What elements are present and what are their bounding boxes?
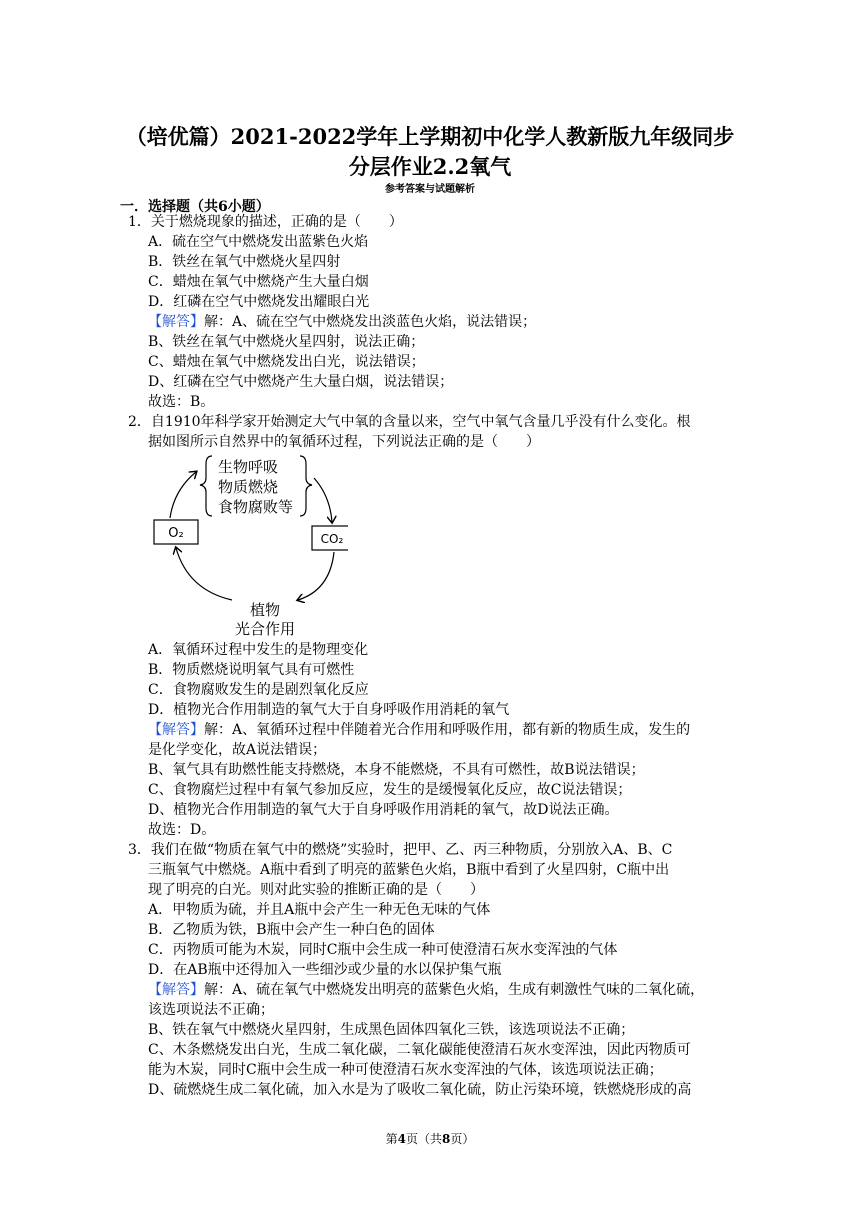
- q2-solution-c: C、食物腐烂过程中有氧气参加反应，发生的是缓慢氧化反应，故C说法错误；: [148, 782, 632, 798]
- q1-stem: 1．关于燃烧现象的描述，正确的是（ ）: [128, 214, 403, 230]
- arrow-co2-to-plant: [298, 552, 334, 600]
- document-subtitle: 参考答案与试题解析: [385, 184, 475, 195]
- q3-solution-line: [148, 981, 704, 1000]
- photosynthesis-label: 光合作用: [234, 620, 296, 638]
- q2-answer-tag: 【解答】: [148, 722, 204, 738]
- q3-stem-line-2: 三瓶氧气中燃烧。A瓶中看到了明亮的蓝紫色火焰，B瓶中看到了火星四射，C瓶中出: [148, 862, 670, 878]
- q3-solution-first: 解：A、硫在氧气中燃烧发出明亮的蓝紫色火焰，生成有刺激性气味的二氧化硫，: [204, 982, 705, 998]
- q1-solution-line: [148, 313, 536, 332]
- footer-middle: 页（共: [405, 1132, 442, 1146]
- q2-solution-first: 解：A、氧循环过程中伴随着光合作用和呼吸作用，都有新的物质生成，发生的: [204, 722, 691, 738]
- q1-solution-b: B、铁丝在氧气中燃烧火星四射，说法正确；: [148, 334, 425, 350]
- q1-option-a: A．硫在空气中燃烧发出蓝紫色火焰: [148, 234, 369, 250]
- q2-option-c: C．食物腐败发生的是剧烈氧化反应: [148, 682, 369, 698]
- oxygen-cycle-diagram: [148, 450, 348, 640]
- q2-solution-d: D、植物光合作用制造的氧气大于自身呼吸作用消耗的氧气，故D说法正确。: [148, 802, 619, 818]
- q3-solution-d: D、硫燃烧生成二氧化硫，加入水是为了吸收二氧化硫，防止污染环境，铁燃烧形成的高: [148, 1082, 692, 1098]
- footer-prefix: 第: [385, 1132, 398, 1146]
- q2-stem-line-1: 2．自1910年科学家开始测定大气中氧的含量以来，空气中氧气含量几乎没有什么变化。根: [128, 414, 691, 430]
- oxygen-cycle-svg: [148, 450, 348, 640]
- q1-solution-c: C、蜡烛在氧气中燃烧发出白光，说法错误；: [148, 354, 425, 370]
- q3-stem-line-1: 3．我们在做“物质在氧气中的燃烧”实验时，把甲、乙、丙三种物质，分别放入A、B、C: [128, 842, 673, 858]
- arrow-to-co2: [314, 478, 332, 522]
- q2-solution-b: B、氧气具有助燃性能支持燃烧，本身不能燃烧，不具有可燃性，故B说法错误；: [148, 762, 645, 778]
- page-footer: [0, 1130, 860, 1147]
- o2-label: O₂: [168, 526, 184, 541]
- q3-stem-line-3: 现了明亮的白光。则对此实验的推断正确的是（ ）: [148, 882, 484, 898]
- q1-option-c: C．蜡烛在氧气中燃烧产生大量白烟: [148, 274, 369, 290]
- q1-option-b: B．铁丝在氧气中燃烧火星四射: [148, 254, 341, 270]
- q1-answer-tag: 【解答】: [148, 314, 204, 330]
- section-heading: 一．选择题（共6小题）: [120, 199, 270, 215]
- right-brace: [300, 456, 312, 516]
- q2-solution-line: [148, 721, 690, 740]
- q1-option-d: D．红磷在空气中燃烧发出耀眼白光: [148, 294, 370, 310]
- arrow-o2-to-respiration: [170, 472, 196, 518]
- document-title-line-1: （培优篇）2021-2022学年上学期初中化学人教新版九年级同步: [125, 124, 735, 149]
- q2-final-answer: 故选：D。: [148, 822, 216, 838]
- q3-answer-tag: 【解答】: [148, 982, 204, 998]
- brace-line-2: 物质燃烧: [218, 478, 279, 496]
- q3-solution-cont: 该选项说法不正确；: [148, 1002, 274, 1018]
- q1-solution-d: D、红磷在空气中燃烧产生大量白烟，说法错误；: [148, 374, 454, 390]
- footer-suffix: 页）: [450, 1132, 475, 1146]
- document-title-line-2: 分层作业2.2氧气: [348, 154, 512, 179]
- left-brace: [200, 456, 212, 516]
- q1-final-answer: 故选：B。: [148, 394, 215, 410]
- q3-solution-b: B、铁在氧气中燃烧火星四射，生成黑色固体四氧化三铁，该选项说法不正确；: [148, 1022, 635, 1038]
- q2-option-d: D．植物光合作用制造的氧气大于自身呼吸作用消耗的氧气: [148, 702, 510, 718]
- brace-line-1: 生物呼吸: [218, 458, 279, 476]
- brace-line-3: 食物腐败等: [218, 498, 294, 516]
- co2-label: CO₂: [320, 532, 344, 546]
- arrow-plant-to-o2: [176, 548, 232, 600]
- q1-solution-first: 解：A、硫在空气中燃烧发出淡蓝色火焰，说法错误；: [204, 314, 537, 330]
- q2-stem-line-2: 据如图所示自然界中的氧循环过程，下列说法正确的是（ ）: [148, 434, 540, 450]
- q3-option-a: A．甲物质为硫，并且A瓶中会产生一种无色无味的气体: [148, 902, 491, 918]
- q3-option-c: C．丙物质可能为木炭，同时C瓶中会生成一种可使澄清石灰水变浑浊的气体: [148, 942, 618, 958]
- q3-option-d: D．在AB瓶中还得加入一些细沙或少量的水以保护集气瓶: [148, 962, 502, 978]
- footer-page-number: 4: [397, 1132, 406, 1146]
- q2-solution-cont: 是化学变化，故A说法错误；: [148, 742, 327, 758]
- q3-solution-c: C、木条燃烧发出白光，生成二氧化碳，二氧化碳能使澄清石灰水变浑浊，因此丙物质可: [148, 1042, 691, 1058]
- q2-option-b: B．物质燃烧说明氧气具有可燃性: [148, 662, 355, 678]
- q2-option-a: A．氧循环过程中发生的是物理变化: [148, 642, 369, 658]
- footer-total-pages: 8: [442, 1132, 451, 1146]
- q3-option-b: B．乙物质为铁，B瓶中会产生一种白色的固体: [148, 922, 435, 938]
- plant-label: 植物: [249, 601, 281, 619]
- q3-solution-c-cont: 能为木炭，同时C瓶中会生成一种可使澄清石灰水变浑浊的气体，该选项说法正确；: [148, 1062, 663, 1078]
